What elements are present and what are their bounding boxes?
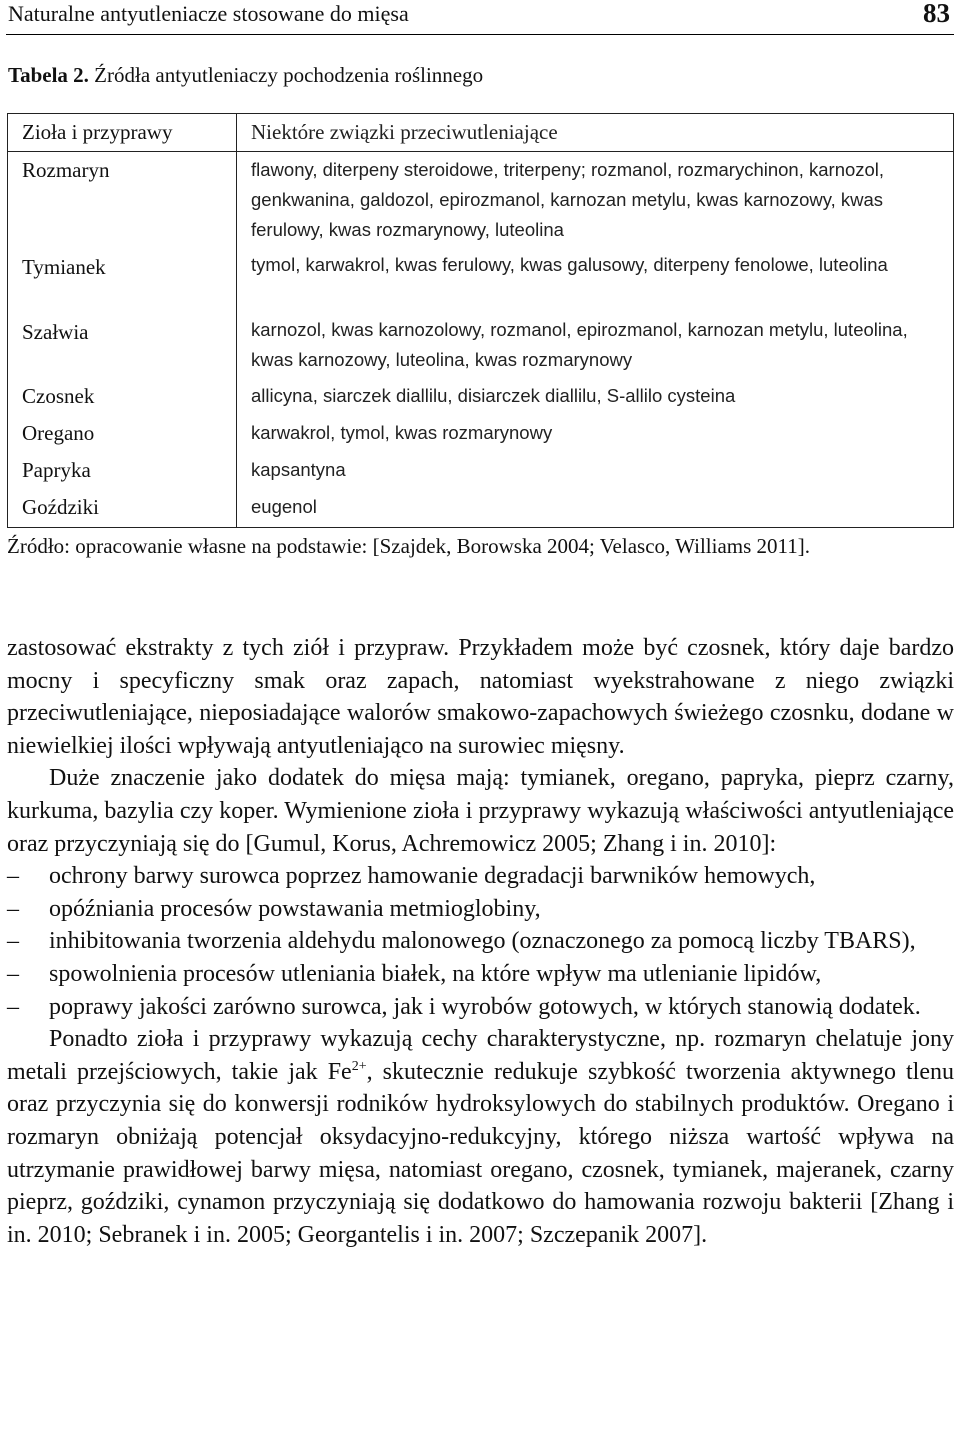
herb-name-gozdziki: Goździki xyxy=(22,495,99,519)
compounds-oregano: karwakrol, tymol, kwas rozmarynowy xyxy=(251,422,553,443)
paragraph-3-part-1: Ponadto zioła i przyprawy wykazują cechy charakterystyczne, np. rozmaryn chelatuje jony metali przejściowych, takie jak Fe xyxy=(7,1026,954,1085)
list-item-text: spowolnienia procesów utleniania białek, na które wpływ ma utlenianie lipidów, xyxy=(49,960,822,987)
herb-name-papryka: Papryka xyxy=(22,458,91,482)
bullet-list xyxy=(7,860,954,1023)
herb-name-czosnek: Czosnek xyxy=(22,384,95,408)
herb-column xyxy=(8,152,237,528)
dash-marker: – xyxy=(7,960,19,987)
paragraph-3-part-2: , skutecznie redukuje szybkość tworzenia aktywnego tlenu oraz przyczynia się do konwersji rodników hydroksylowych do stabilnych produktów. Oregano i rozmaryn obniżają potencjał oksydacyjno-redukcyjny, którego niższa wartość wpływa na utrzymanie prawidłowej barwy mięsa, natomiast oregano, czosnek, tymianek, majeranek, czarny pieprz, goździki, cynamon przyczyniają się dodatkowo do hamowania rozwoju bakterii [Zhang i in. 2010; Sebranek i in. 2005; Georgantelis i in. 2007; Szczepanik 2007]. xyxy=(7,1058,954,1248)
table-header-herbs: Zioła i przyprawy xyxy=(8,114,237,152)
table-header-compounds: Niektóre związki przeciwutleniające xyxy=(237,114,954,152)
compounds-papryka: kapsantyna xyxy=(251,459,346,480)
table-caption-label: Tabela 2. xyxy=(8,63,89,87)
list-item-text: poprawy jakości zarówno surowca, jak i wyrobów gotowych, w których stanowią dodatek. xyxy=(49,993,921,1020)
dash-marker: – xyxy=(7,895,19,922)
herb-name-rozmaryn: Rozmaryn xyxy=(22,158,110,182)
list-item xyxy=(7,893,954,926)
table-caption-text: Źródła antyutleniaczy pochodzenia roślinnego xyxy=(88,63,484,87)
herb-name-szalwia: Szałwia xyxy=(22,320,89,344)
iron-charge-superscript: 2+ xyxy=(351,1058,367,1074)
body-text xyxy=(7,632,954,1251)
list-item xyxy=(7,991,954,1024)
compounds-czosnek: allicyna, siarczek diallilu, disiarczek diallilu, S-allilo cysteina xyxy=(251,385,736,406)
list-item xyxy=(7,958,954,991)
page-header xyxy=(6,0,954,35)
table-caption xyxy=(8,63,483,88)
compounds-rozmaryn: flawony, diterpeny steroidowe, triterpeny; rozmanol, rozmarychinon, karnozol, genkwanina, galdozol, epirozmanol, karnozan metylu, kwas karnozowy, kwas ferulowy, kwas rozmarynowy, luteolina xyxy=(251,159,885,240)
list-item-text: opóźniania procesów powstawania metmioglobiny, xyxy=(49,895,541,922)
herb-name-tymianek: Tymianek xyxy=(22,255,106,279)
dash-marker: – xyxy=(7,993,19,1020)
page-number: 83 xyxy=(923,0,950,28)
paragraph-3 xyxy=(7,1023,954,1251)
table-source-note: Źródło: opracowanie własne na podstawie: [Szajdek, Borowska 2004; Velasco, Williams 2011]. xyxy=(7,534,811,558)
list-item xyxy=(7,860,954,893)
compounds-column xyxy=(237,152,954,528)
running-header-title: Naturalne antyutleniacze stosowane do mięsa xyxy=(8,1,409,26)
table-body-row xyxy=(8,152,954,528)
herb-name-oregano: Oregano xyxy=(22,421,95,445)
paragraph-2: Duże znaczenie jako dodatek do mięsa mają: tymianek, oregano, papryka, pieprz czarny, kurkuma, bazylia czy koper. Wymienione zioła i przyprawy wykazują właściwości antyutleniające oraz przyczyniają się do [Gumul, Korus, Achremowicz 2005; Zhang i in. 2010]: xyxy=(7,765,954,857)
paragraph-1: zastosować ekstrakty z tych ziół i przypraw. Przykładem może być czosnek, który daje bardzo mocny i specyficzny smak oraz zapach, natomiast wyekstrahowane z niego związki przeciwutleniające, nieposiadające walorów smakowo-zapachowych świeżego czosnku, dodane w niewielkiej ilości wpływają antyutleniająco na surowiec mięsny. xyxy=(7,635,954,759)
list-item-text: ochrony barwy surowca poprzez hamowanie degradacji barwników hemowych, xyxy=(49,863,816,890)
compounds-gozdziki: eugenol xyxy=(251,496,317,517)
table-header-row xyxy=(8,114,954,152)
dash-marker: – xyxy=(7,863,19,890)
compounds-szalwia: karnozol, kwas karnozolowy, rozmanol, epirozmanol, karnozan metylu, luteolina, kwas karnozowy, luteolina, kwas rozmarynowy xyxy=(251,319,908,370)
herbs-table xyxy=(7,113,954,528)
list-item-text: inhibitowania tworzenia aldehydu malonowego (oznaczonego za pomocą liczby TBARS), xyxy=(49,928,916,955)
list-item xyxy=(7,925,954,958)
dash-marker: – xyxy=(7,928,19,955)
compounds-tymianek: tymol, karwakrol, kwas ferulowy, kwas galusowy, diterpeny fenolowe, luteolina xyxy=(251,254,888,275)
